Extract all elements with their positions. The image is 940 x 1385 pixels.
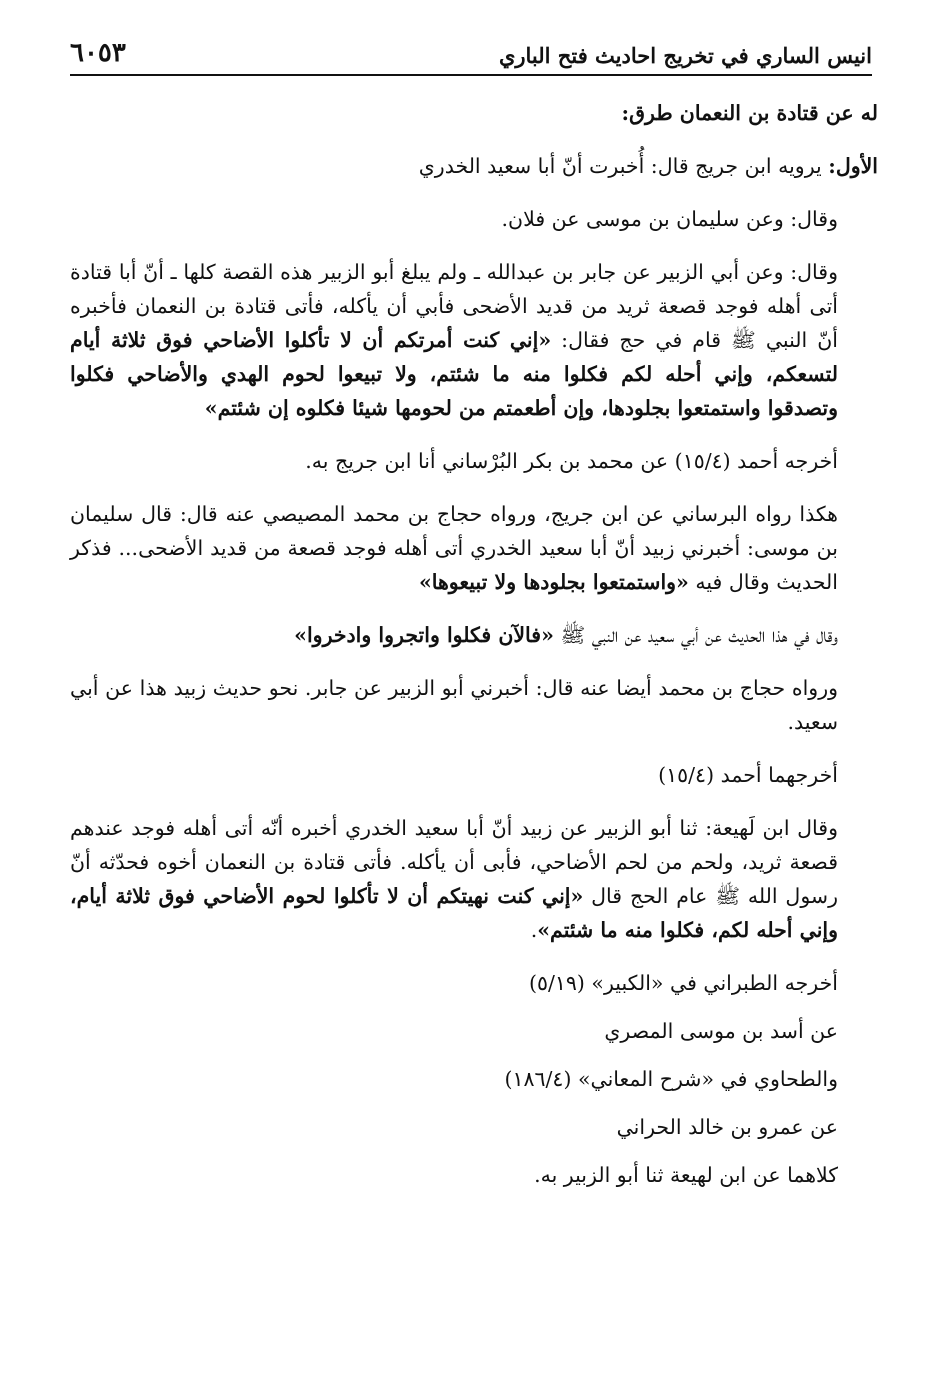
hadith-text: «واستمتعوا بجلودها ولا تبيعوها»	[418, 570, 689, 594]
paragraph-takhrij-ahmad: أخرجه أحمد (١٥/٤) عن محمد بن بكر البُرْساني أنا ابن جريج به.	[305, 449, 838, 473]
paragraph-conclusion: كلاهما عن ابن لهيعة ثنا أبو الزبير به.	[534, 1163, 838, 1187]
paragraph-asad: عن أسد بن موسى المصري	[604, 1019, 838, 1043]
hadith-text: «إني كنت أمرتكم أن لا تأكلوا الأضاحي فوق ثلاثة أيام لتسعكم، وإني أحله لكم فكلوا منه ما شئتم، ولا تبيعوا لحوم الهدي والأضاحي فكلوا وتصدقوا واستمتعوا بجلودها، وإن أطعمتم من لحومها شيئا فكلوه إن شئتم»	[70, 328, 838, 420]
paragraph-ibn-lahia	[70, 811, 878, 947]
paragraph-sulayman: وقال: وعن سليمان بن موسى عن فلان.	[501, 207, 838, 231]
first-route-text: يرويه ابن جريج قال: أُخبرت أنّ أبا سعيد الخدري	[418, 154, 829, 178]
page-number: ٦٠٥٣	[70, 38, 126, 68]
paragraph-abu-said	[70, 618, 878, 652]
page-body	[70, 96, 878, 1206]
paragraph-abu-zubayr	[70, 255, 878, 425]
paragraph-takhrij-both: أخرجهما أحمد (١٥/٤)	[658, 763, 838, 787]
paragraph-amr: عن عمرو بن خالد الحراني	[616, 1115, 838, 1139]
paragraph-end-mark: .	[530, 918, 538, 942]
hadith-text: «فالآن فكلوا واتجروا وادخروا»	[294, 623, 554, 647]
paragraph-hajjaj-jabir: ورواه حجاج بن محمد أيضا عنه قال: أخبرني أبو الزبير عن جابر. نحو حديث زبيد هذا عن أبي سعيد.	[70, 676, 838, 734]
narration-text: وقال في هذا الحديث عن أبي سعيد عن النبي ﷺ	[553, 623, 838, 647]
narration-text: هكذا رواه البرساني عن ابن جريج، ورواه حجاج بن محمد المصيصي عنه قال: قال سليمان بن موسى: أخبرني زبيد أنّ أبا سعيد الخدري أتى أهله فوجد قصعة من قديد الأضحى... فذكر الحديث وقال فيه	[70, 502, 838, 594]
paragraph-first-route	[70, 149, 878, 183]
hadith-text: «إني كنت نهيتكم أن لا تأكلوا لحوم الأضاحي فوق ثلاثة أيام، وإني أحله لكم، فكلوا منه ما شئتم»	[70, 884, 838, 942]
page-header	[70, 36, 872, 76]
narration-text: وقال ابن لَهيعة: ثنا أبو الزبير عن زبيد أنّ أبا سعيد الخدري أخبره أنّه أتى أهله فوجد عندهم قصعة ثريد، ولحم من لحم الأضاحي، فأبى أن يأكله. فأتى قتادة بن النعمان أخوه فحدّثه أنّ رسول الله ﷺ عام الحج قال	[70, 816, 838, 908]
paragraph-tahawi: والطحاوي في «شرح المعاني» (١٨٦/٤)	[504, 1067, 838, 1091]
narration-text: وقال: وعن أبي الزبير عن جابر بن عبدالله ـ ولم يبلغ أبو الزبير هذه القصة كلها ـ أنّ أبا قتادة أتى أهله فوجد قصعة ثريد من قديد الأضحى فأبي أن يأكله، فأتى قتادة بن النعمان فأخبره أنّ النبي ﷺ قام في حج فقال:	[70, 260, 839, 352]
paragraph-hajjaj	[70, 497, 878, 599]
running-title: انيس الساري في تخريج احاديث فتح الباري	[498, 43, 872, 68]
section-heading: له عن قتادة بن النعمان طرق:	[621, 101, 878, 125]
first-route-label: الأول:	[828, 154, 878, 178]
paragraph-tabarani: أخرجه الطبراني في «الكبير» (٥/١٩)	[528, 971, 838, 995]
